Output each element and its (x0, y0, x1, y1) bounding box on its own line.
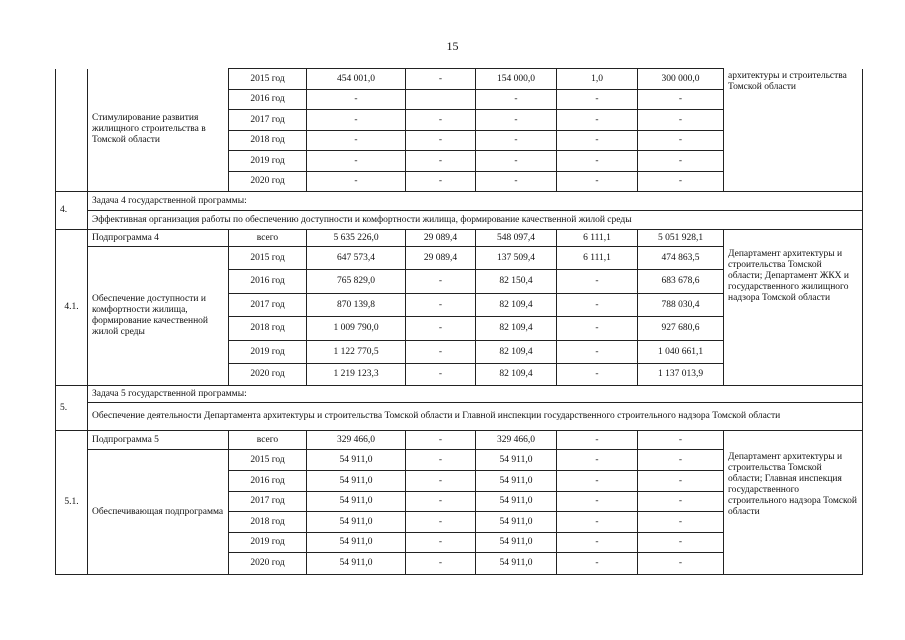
extrabudgetary-cell: 1 137 013,9 (638, 364, 724, 386)
extrabudgetary-cell: 5 051 928,1 (638, 230, 724, 247)
year-cell: 2019 год (229, 151, 307, 172)
total-cell: 870 139,8 (307, 294, 406, 317)
year-cell: 2016 год (229, 471, 307, 492)
local-budget-cell: - (557, 131, 638, 151)
total-cell: 54 911,0 (307, 492, 406, 512)
table-row (56, 386, 863, 403)
regional-budget-cell: 54 911,0 (476, 512, 557, 533)
extrabudgetary-cell: - (638, 492, 724, 512)
responsible-cell (724, 230, 863, 247)
table-row (56, 211, 863, 230)
federal-budget-cell: - (406, 533, 476, 553)
local-budget-cell: - (557, 533, 638, 553)
federal-budget-cell: - (406, 492, 476, 512)
federal-budget-cell: - (406, 294, 476, 317)
responsible-cell: архитектуры и строительства Томской области (724, 69, 863, 192)
extrabudgetary-cell: 474 863,5 (638, 247, 724, 270)
year-cell: 2015 год (229, 247, 307, 270)
extrabudgetary-cell: - (638, 512, 724, 533)
total-cell: 454 001,0 (307, 69, 406, 90)
year-cell: 2018 год (229, 131, 307, 151)
task-text-cell: Эффективная организация работы по обеспечению доступности и комфортности жилища, формирование качественной жилой среды (88, 211, 863, 230)
federal-budget-cell: - (406, 172, 476, 192)
local-budget-cell: - (557, 512, 638, 533)
regional-budget-cell: - (476, 151, 557, 172)
year-cell: 2017 год (229, 110, 307, 131)
budget-table (55, 68, 863, 575)
year-cell: 2020 год (229, 553, 307, 575)
regional-budget-cell: 54 911,0 (476, 450, 557, 471)
table-row (56, 69, 863, 90)
regional-budget-cell: 54 911,0 (476, 553, 557, 575)
local-budget-cell: 1,0 (557, 69, 638, 90)
federal-budget-cell: - (406, 131, 476, 151)
responsible-cell: Департамент архитектуры и строительства Томской области; Департамент ЖКХ и государственного жилищного надзора Томской области (724, 247, 863, 386)
local-budget-cell: 6 111,1 (557, 230, 638, 247)
total-cell: - (307, 131, 406, 151)
regional-budget-cell: - (476, 172, 557, 192)
extrabudgetary-cell: - (638, 431, 724, 450)
federal-budget-cell: - (406, 270, 476, 294)
year-cell: 2020 год (229, 172, 307, 192)
total-cell: 54 911,0 (307, 533, 406, 553)
federal-budget-cell: 29 089,4 (406, 247, 476, 270)
extrabudgetary-cell: 300 000,0 (638, 69, 724, 90)
responsible-cell: Департамент архитектуры и строительства Томской области; Главная инспекция государственного строительного надзора Томской области (724, 450, 863, 575)
subprogram-number-cell: 4.1. (56, 230, 88, 386)
row-number-cell (56, 69, 88, 192)
extrabudgetary-cell: - (638, 110, 724, 131)
task-title-cell: Задача 4 государственной программы: (88, 192, 863, 211)
extrabudgetary-cell: - (638, 172, 724, 192)
total-cell: 329 466,0 (307, 431, 406, 450)
federal-budget-cell: - (406, 450, 476, 471)
year-cell: всего (229, 230, 307, 247)
local-budget-cell: - (557, 341, 638, 364)
year-cell: 2020 год (229, 364, 307, 386)
task-title-cell: Задача 5 государственной программы: (88, 386, 863, 403)
extrabudgetary-cell: 683 678,6 (638, 270, 724, 294)
extrabudgetary-cell: - (638, 90, 724, 110)
total-cell: 647 573,4 (307, 247, 406, 270)
extrabudgetary-cell: 788 030,4 (638, 294, 724, 317)
local-budget-cell: - (557, 151, 638, 172)
total-cell: - (307, 110, 406, 131)
subprogram-label-cell: Подпрограмма 4 (88, 230, 229, 247)
federal-budget-cell: - (406, 553, 476, 575)
subprogram-name-cell: Обеспечение доступности и комфортности жилища, формирование качественной жилой среды (88, 247, 229, 386)
regional-budget-cell: - (476, 90, 557, 110)
federal-budget-cell: 29 089,4 (406, 230, 476, 247)
total-cell: 54 911,0 (307, 553, 406, 575)
local-budget-cell: - (557, 294, 638, 317)
regional-budget-cell: - (476, 110, 557, 131)
federal-budget-cell: - (406, 431, 476, 450)
year-cell: 2017 год (229, 294, 307, 317)
total-cell: - (307, 151, 406, 172)
extrabudgetary-cell: - (638, 533, 724, 553)
federal-budget-cell: - (406, 471, 476, 492)
extrabudgetary-cell: - (638, 553, 724, 575)
table-row (56, 403, 863, 431)
local-budget-cell: - (557, 431, 638, 450)
subprogram-label-cell: Подпрограмма 5 (88, 431, 229, 450)
federal-budget-cell: - (406, 317, 476, 341)
year-cell: 2015 год (229, 450, 307, 471)
task-number-cell: 4. (56, 192, 88, 230)
regional-budget-cell: 82 109,4 (476, 317, 557, 341)
local-budget-cell: - (557, 553, 638, 575)
responsible-cell (724, 431, 863, 450)
table-row (56, 431, 863, 450)
year-cell: 2018 год (229, 317, 307, 341)
year-cell: 2016 год (229, 270, 307, 294)
local-budget-cell: - (557, 471, 638, 492)
total-cell: - (307, 90, 406, 110)
subprogram-number-cell: 5.1. (56, 431, 88, 575)
federal-budget-cell: - (406, 512, 476, 533)
extrabudgetary-cell: 927 680,6 (638, 317, 724, 341)
local-budget-cell: - (557, 172, 638, 192)
subprogram-name-cell: Обеспечивающая подпрограмма (88, 450, 229, 575)
regional-budget-cell: 82 109,4 (476, 341, 557, 364)
year-cell: 2017 год (229, 492, 307, 512)
regional-budget-cell: 154 000,0 (476, 69, 557, 90)
total-cell: 54 911,0 (307, 471, 406, 492)
year-cell: 2018 год (229, 512, 307, 533)
extrabudgetary-cell: - (638, 131, 724, 151)
total-cell: 1 122 770,5 (307, 341, 406, 364)
regional-budget-cell: 137 509,4 (476, 247, 557, 270)
table-row (56, 450, 863, 471)
total-cell: 1 219 123,3 (307, 364, 406, 386)
total-cell: 54 911,0 (307, 450, 406, 471)
local-budget-cell: - (557, 110, 638, 131)
extrabudgetary-cell: - (638, 151, 724, 172)
local-budget-cell: - (557, 492, 638, 512)
task-text-cell: Обеспечение деятельности Департамента архитектуры и строительства Томской области и Главной инспекции государственного строительного надзора Томской области (88, 403, 863, 431)
task-number-cell: 5. (56, 386, 88, 431)
year-cell: 2016 год (229, 90, 307, 110)
federal-budget-cell: - (406, 364, 476, 386)
federal-budget-cell (406, 90, 476, 110)
program-name-cell: Стимулирование развития жилищного строительства в Томской области (88, 69, 229, 192)
federal-budget-cell: - (406, 151, 476, 172)
local-budget-cell: 6 111,1 (557, 247, 638, 270)
total-cell: 1 009 790,0 (307, 317, 406, 341)
federal-budget-cell: - (406, 341, 476, 364)
regional-budget-cell: 54 911,0 (476, 492, 557, 512)
local-budget-cell: - (557, 317, 638, 341)
year-cell: 2015 год (229, 69, 307, 90)
page-number: 15 (446, 39, 459, 53)
local-budget-cell: - (557, 90, 638, 110)
extrabudgetary-cell: - (638, 471, 724, 492)
federal-budget-cell: - (406, 69, 476, 90)
total-cell: - (307, 172, 406, 192)
total-cell: 54 911,0 (307, 512, 406, 533)
total-cell: 765 829,0 (307, 270, 406, 294)
regional-budget-cell: 82 109,4 (476, 294, 557, 317)
year-cell: 2019 год (229, 533, 307, 553)
extrabudgetary-cell: - (638, 450, 724, 471)
local-budget-cell: - (557, 270, 638, 294)
year-cell: всего (229, 431, 307, 450)
total-cell: 5 635 226,0 (307, 230, 406, 247)
table-row (56, 230, 863, 247)
extrabudgetary-cell: 1 040 661,1 (638, 341, 724, 364)
regional-budget-cell: 54 911,0 (476, 471, 557, 492)
regional-budget-cell: - (476, 131, 557, 151)
local-budget-cell: - (557, 450, 638, 471)
regional-budget-cell: 82 109,4 (476, 364, 557, 386)
local-budget-cell: - (557, 364, 638, 386)
table-row (56, 247, 863, 270)
regional-budget-cell: 54 911,0 (476, 533, 557, 553)
year-cell: 2019 год (229, 341, 307, 364)
table-row (56, 192, 863, 211)
federal-budget-cell: - (406, 110, 476, 131)
regional-budget-cell: 548 097,4 (476, 230, 557, 247)
regional-budget-cell: 82 150,4 (476, 270, 557, 294)
regional-budget-cell: 329 466,0 (476, 431, 557, 450)
